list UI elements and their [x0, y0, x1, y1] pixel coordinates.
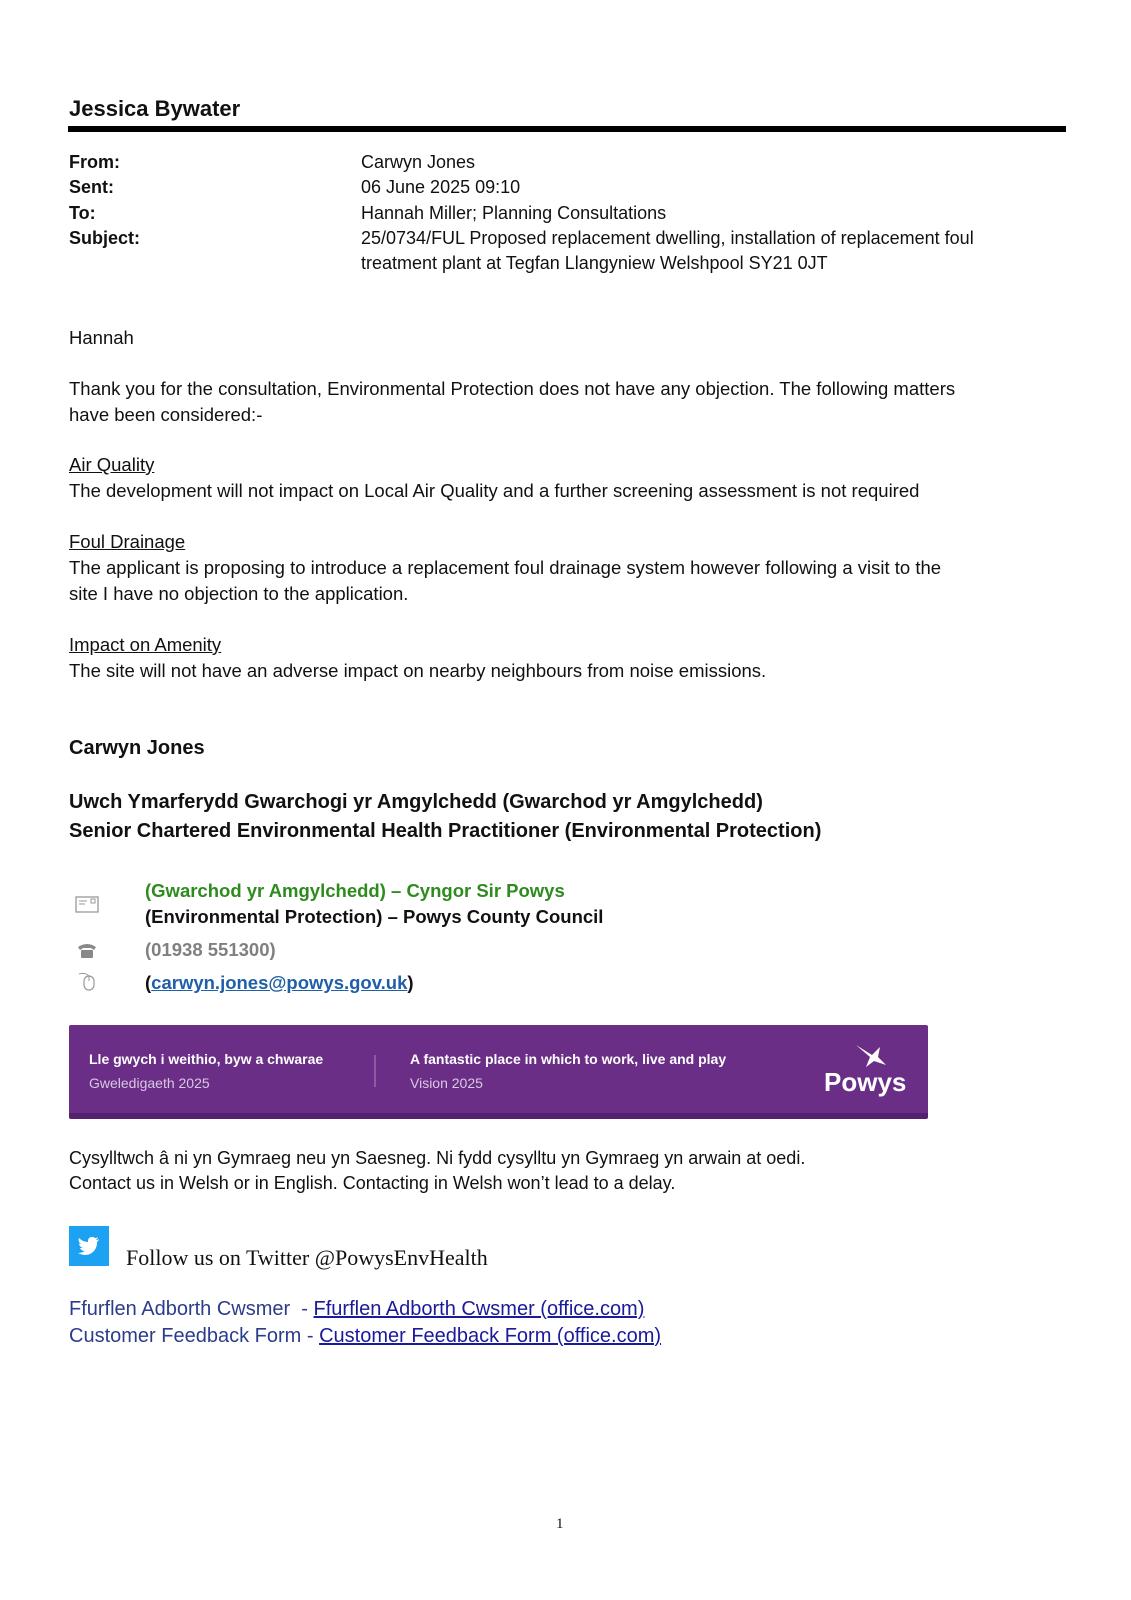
to-value: Hannah Miller; Planning Consultations — [361, 203, 667, 223]
page-number: 1 — [556, 1516, 564, 1532]
air-quality-heading: Air Quality — [69, 454, 155, 475]
twitter-bird-icon — [69, 1226, 109, 1266]
phone-number: (01938 551300) — [145, 939, 276, 960]
air-quality-section — [69, 452, 1059, 504]
subject-value — [361, 226, 1021, 276]
powys-vision-banner — [69, 1025, 928, 1119]
feedback-link-welsh[interactable]: Ffurflen Adborth Cwsmer (office.com) — [313, 1298, 645, 1320]
intro-paragraph — [69, 376, 1059, 428]
feedback-label-english: Customer Feedback Form - — [69, 1325, 320, 1347]
twitter-icon[interactable] — [69, 1226, 109, 1266]
banner-welsh-vision: Gweledigaeth 2025 — [89, 1075, 210, 1091]
feedback-row-welsh — [69, 1298, 644, 1321]
powys-logo-text: Powys — [824, 1067, 907, 1097]
from-label: From: — [69, 152, 120, 172]
email-link[interactable]: carwyn.jones@powys.gov.uk — [151, 972, 408, 993]
foul-drainage-heading: Foul Drainage — [69, 531, 186, 552]
email-row — [145, 972, 414, 994]
air-quality-text: The development will not impact on Local Air Quality and a further screening assessment is not required — [69, 480, 920, 501]
foul-drainage-line-1: The applicant is proposing to introduce a replacement foul drainage system however following a visit to the — [69, 557, 942, 578]
banner-welsh-tagline: Lle gwych i weithio, byw a chwarae — [89, 1051, 324, 1067]
banner-divider — [374, 1055, 376, 1087]
foul-drainage-section — [69, 529, 1059, 607]
foul-drainage-line-2: site I have no objection to the application. — [69, 583, 409, 604]
language-notice-english: Contact us in Welsh or in English. Contacting in Welsh won’t lead to a delay. — [69, 1173, 676, 1193]
banner-english-tagline: A fantastic place in which to work, live and play — [410, 1051, 727, 1067]
signature-name: Carwyn Jones — [69, 737, 205, 759]
mailbox-owner-name: Jessica Bywater — [69, 96, 241, 121]
department-welsh: (Gwarchod yr Amgylchedd) – Cyngor Sir Powys — [145, 880, 565, 901]
email-open-paren: ( — [145, 972, 152, 993]
subject-label: Subject: — [69, 228, 141, 248]
amenity-section — [69, 632, 1059, 684]
sent-value: 06 June 2025 09:10 — [361, 177, 521, 197]
amenity-heading: Impact on Amenity — [69, 634, 222, 655]
intro-line-1: Thank you for the consultation, Environmental Protection does not have any objection. The following matters — [69, 378, 956, 399]
from-value: Carwyn Jones — [361, 152, 476, 172]
greeting: Hannah — [69, 327, 134, 348]
feedback-row-english — [69, 1325, 661, 1348]
mouse-icon — [75, 971, 99, 991]
twitter-follow-text: Follow us on Twitter @PowysEnvHealth — [126, 1245, 488, 1270]
to-label: To: — [69, 203, 96, 223]
intro-line-2: have been considered:- — [69, 404, 263, 425]
email-close-paren: ) — [407, 972, 414, 993]
header-rule — [68, 126, 1066, 132]
telephone-icon — [75, 940, 99, 960]
envelope-icon — [75, 895, 99, 915]
department-english: (Environmental Protection) – Powys County Council — [145, 906, 604, 927]
amenity-text: The site will not have an adverse impact on nearby neighbours from noise emissions. — [69, 660, 767, 681]
signature-title-welsh: Uwch Ymarferydd Gwarchogi yr Amgylchedd (Gwarchod yr Amgylchedd) — [69, 791, 763, 813]
subject-line-2: treatment plant at Tegfan Llangyniew Welshpool SY21 0JT — [361, 253, 828, 273]
banner-english-vision: Vision 2025 — [410, 1075, 483, 1091]
kite-bird-icon — [854, 1043, 888, 1069]
feedback-label-welsh: Ffurflen Adborth Cwsmer - — [69, 1298, 314, 1320]
sent-label: Sent: — [69, 177, 114, 197]
signature-title-english: Senior Chartered Environmental Health Practitioner (Environmental Protection) — [69, 820, 822, 842]
feedback-link-english[interactable]: Customer Feedback Form (office.com) — [319, 1325, 662, 1347]
subject-line-1: 25/0734/FUL Proposed replacement dwelling, installation of replacement foul — [361, 228, 974, 248]
language-notice-welsh: Cysylltwch â ni yn Gymraeg neu yn Saesneg. Ni fydd cysylltu yn Gymraeg yn arwain at oedi. — [69, 1148, 806, 1168]
